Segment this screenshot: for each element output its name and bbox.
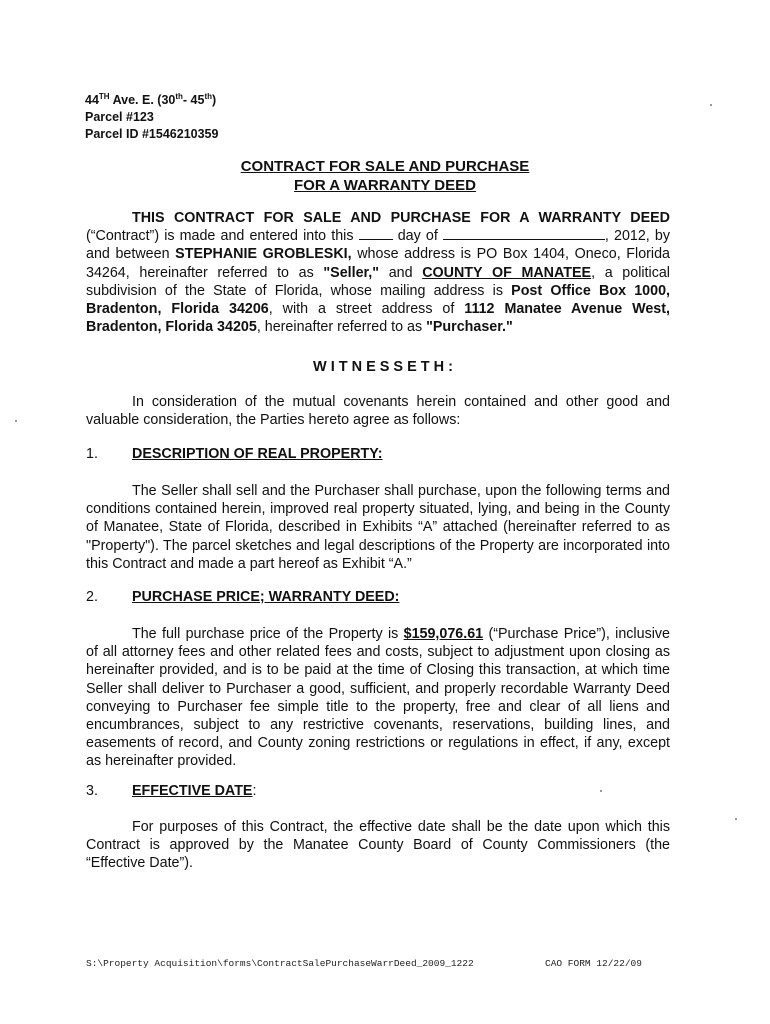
parcel-number: Parcel #123 (85, 110, 154, 124)
consideration-paragraph: In consideration of the mutual covenants herein contained and other good and valuable consideration, the Parties hereto agree as follows: (86, 394, 670, 429)
section-2-body: The full purchase price of the Property is $159,076.61 (“Purchase Price”), inclusive of all attorney fees and other related fees and costs, subject to adjustment upon closing as hereinafter provided, and is to be paid at the time of Closing this transaction, at which time Seller shall deliver to Purchaser a good, sufficient, and properly recordable Warranty Deed conveying to Purchaser fee simple title to the property, free and clear of all liens and encumbrances, subject to any restrictive covenants, reservations, building lines, and easements of record, and County zoning restrictions or regulations in effect, if any, except as hereinafter provided. (86, 626, 670, 770)
section-3-body: For purposes of this Contract, the effective date shall be the date upon which this Contract is approved by the Manatee County Board of County Commissioners (the “Effective Date”). (86, 819, 670, 872)
section-3-heading: 3. EFFECTIVE DATE: (86, 783, 257, 799)
scan-speck (735, 818, 737, 820)
section-1-heading: 1. DESCRIPTION OF REAL PROPERTY: (86, 446, 383, 462)
section-2-heading: 2. PURCHASE PRICE; WARRANTY DEED: (86, 589, 400, 605)
street-line: 44TH Ave. E. (30th- 45th) (85, 91, 217, 107)
document-title (0, 157, 770, 195)
intro-paragraph: THIS CONTRACT FOR SALE AND PURCHASE FOR A WARRANTY DEED (“Contract”) is made and entered into this day of , 2012, by and between STEPHANIE GROBLESKI, whose address is PO Box 1404, Oneco, Florida 34264, hereinafter referred to as "Seller," and COUNTY OF MANATEE, a political subdivision of the State of Florida, whose mailing address is Post Office Box 1000, Bradenton, Florida 34206, with a street address of 1112 Manatee Avenue West, Bradenton, Florida 34205, hereinafter referred to as "Purchaser." (86, 210, 670, 336)
title-line-1: CONTRACT FOR SALE AND PURCHASE (240, 158, 530, 175)
title-line-2: FOR A WARRANTY DEED (294, 177, 476, 194)
seller-label: "Seller," (323, 264, 380, 281)
purchase-price: $159,076.61 (403, 626, 484, 642)
purchaser-name: COUNTY OF MANATEE (422, 264, 592, 281)
purchaser-label: "Purchaser." (426, 319, 513, 336)
footer-file-path: S:\Property Acquisition\forms\ContractSalePurchaseWarrDeed_2009_1222 (86, 958, 474, 969)
parcel-header (85, 92, 218, 143)
street-address: 1112 Manatee Avenue West, Bradenton, Florida 34205 (86, 301, 670, 336)
mailing-address: Post Office Box 1000, Bradenton, Florida 34206 (86, 282, 670, 318)
scan-speck (600, 790, 602, 792)
seller-name: STEPHANIE GROBLESKI, (175, 246, 352, 263)
scan-speck (15, 420, 17, 422)
day-blank[interactable] (359, 227, 393, 240)
month-blank[interactable] (443, 227, 605, 240)
parcel-id: Parcel ID #1546210359 (85, 127, 219, 141)
witnesseth-heading: WITNESSETH: (313, 359, 457, 375)
intro-lead: THIS CONTRACT FOR SALE AND PURCHASE FOR A WARRANTY DEED (132, 210, 670, 226)
section-1-body: The Seller shall sell and the Purchaser shall purchase, upon the following terms and conditions contained herein, improved real property situated, lying, and being in the County of Manatee, State of Florida, described in Exhibits “A” attached (hereinafter referred to as "Property"). The parcel sketches and legal descriptions of the Property are incorporated into this Contract and made a part hereof as Exhibit “A.” (86, 483, 670, 572)
scan-speck (710, 104, 712, 106)
footer-form-id: CAO FORM 12/22/09 (545, 958, 642, 969)
